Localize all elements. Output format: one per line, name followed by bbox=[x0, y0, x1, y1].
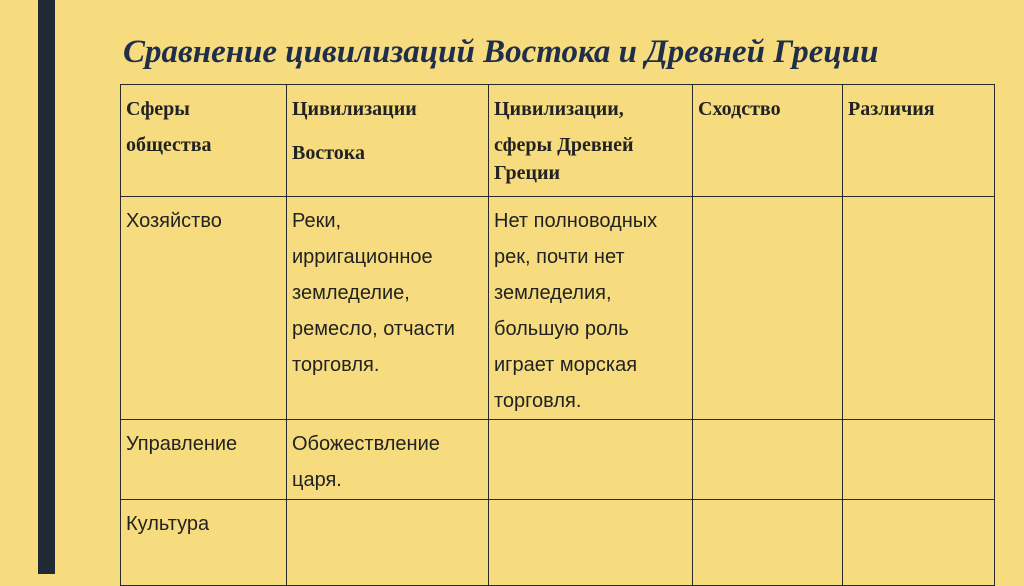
header-line: Различия bbox=[848, 98, 935, 120]
header-cell-spheres bbox=[121, 85, 287, 197]
cell-line: торговля. bbox=[292, 354, 380, 376]
cell-line: Реки, bbox=[292, 210, 342, 232]
similarity-cell bbox=[693, 197, 843, 420]
cell-line: Нет полноводных bbox=[494, 210, 658, 232]
header-line: Сферы bbox=[126, 98, 190, 120]
header-line: Цивилизации bbox=[292, 98, 417, 120]
east-cell bbox=[287, 197, 489, 420]
difference-cell bbox=[843, 420, 995, 500]
cell-line: рек, почти нет bbox=[494, 246, 625, 268]
cell-line: играет морская bbox=[494, 354, 638, 376]
east-cell bbox=[287, 500, 489, 586]
cell-line: земледелия, bbox=[494, 282, 612, 304]
header-cell-east bbox=[287, 85, 489, 197]
similarity-cell bbox=[693, 420, 843, 500]
table-row bbox=[121, 197, 995, 420]
greece-cell bbox=[489, 197, 693, 420]
table-header-row bbox=[121, 85, 995, 197]
header-cell-similarity bbox=[693, 85, 843, 197]
header-cell-difference bbox=[843, 85, 995, 197]
cell-line: Обожествление bbox=[292, 433, 440, 455]
header-line: Греции bbox=[494, 162, 561, 184]
header-line: Востока bbox=[292, 142, 365, 164]
cell-line: ирригационное bbox=[292, 246, 433, 268]
cell-line: земледелие, bbox=[292, 282, 410, 304]
east-cell bbox=[287, 420, 489, 500]
header-line: сферы Древней bbox=[494, 134, 634, 156]
header-cell-greece bbox=[489, 85, 693, 197]
similarity-cell bbox=[693, 500, 843, 586]
greece-cell bbox=[489, 420, 693, 500]
difference-cell bbox=[843, 500, 995, 586]
header-line: Цивилизации, bbox=[494, 98, 624, 120]
slide-title: Сравнение цивилизаций Востока и Древней Греции bbox=[123, 34, 879, 70]
header-line: Сходство bbox=[698, 98, 781, 120]
greece-cell bbox=[489, 500, 693, 586]
difference-cell bbox=[843, 197, 995, 420]
table-row bbox=[121, 420, 995, 500]
accent-bar bbox=[38, 0, 55, 574]
cell-line: торговля. bbox=[494, 390, 582, 412]
cell-line: большую роль bbox=[494, 318, 629, 340]
sphere-cell: Хозяйство bbox=[121, 197, 287, 420]
cell-line: ремесло, отчасти bbox=[292, 318, 455, 340]
sphere-cell: Культура bbox=[121, 500, 287, 586]
cell-line: царя. bbox=[292, 469, 342, 491]
table-row bbox=[121, 500, 995, 586]
comparison-table bbox=[120, 84, 995, 586]
sphere-cell: Управление bbox=[121, 420, 287, 500]
header-line: общества bbox=[126, 134, 212, 156]
